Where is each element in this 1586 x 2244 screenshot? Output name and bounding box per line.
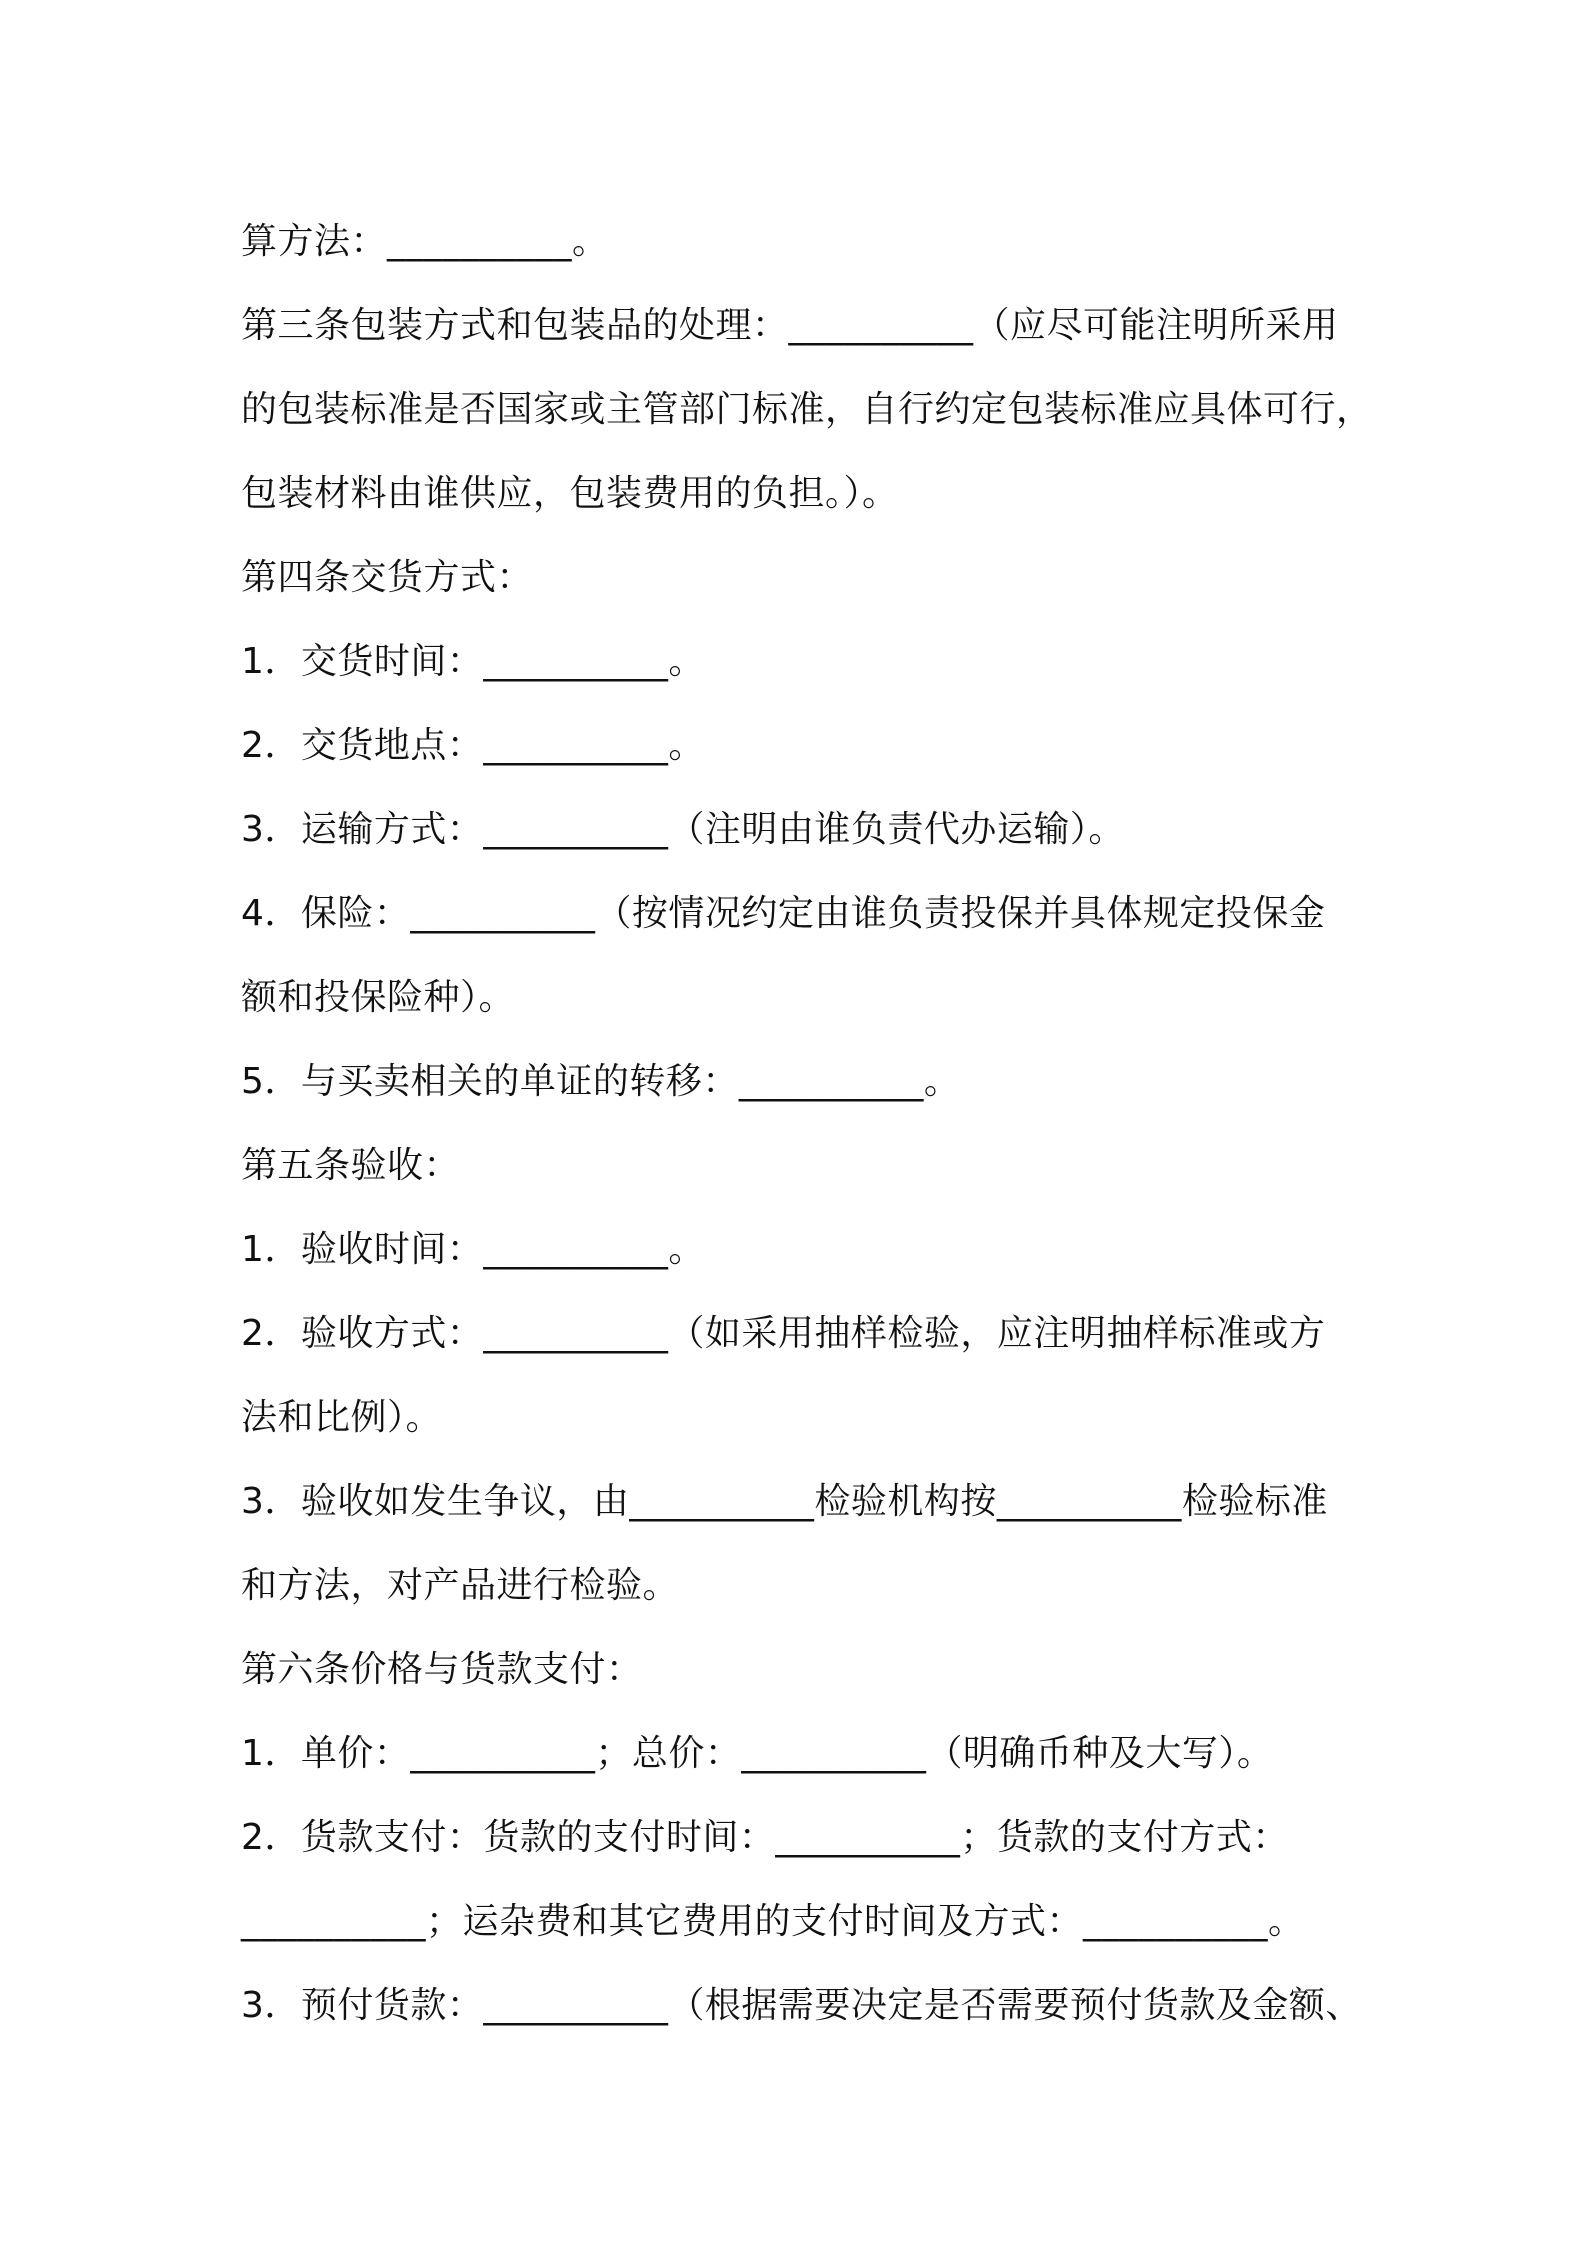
text-line: 和方法，对产品进行检验。 — [241, 1565, 680, 1606]
text-line: 2．交货地点：__________。 — [241, 725, 705, 766]
section-heading: 第五条验收： — [241, 1145, 461, 1186]
text-line: 3．预付货款：__________（根据需要决定是否需要预付货款及金额、 — [241, 1985, 1362, 2026]
text-line: 包装材料由谁供应，包装费用的负担。）。 — [241, 473, 899, 514]
text-line: 1．交货时间：__________。 — [241, 641, 705, 682]
text-line: __________；运杂费和其它费用的支付时间及方式：__________。 — [241, 1901, 1305, 1942]
section-heading: 第四条交货方式： — [241, 557, 534, 598]
text-line: 5．与买卖相关的单证的转移：__________。 — [241, 1061, 961, 1102]
text-line: 法和比例）。 — [241, 1397, 443, 1438]
text-line: 1．验收时间：__________。 — [241, 1229, 705, 1270]
text-line: 额和投保险种）。 — [241, 977, 516, 1018]
text-line: 3．验收如发生争议，由__________检验机构按__________检验标准 — [241, 1481, 1328, 1522]
text-line: 3．运输方式：__________（注明由谁负责代办运输）。 — [241, 809, 1125, 850]
text-line: 第三条包装方式和包装品的处理：__________（应尽可能注明所采用 — [241, 305, 1339, 346]
document-body — [241, 200, 1391, 2048]
text-line: 2．验收方式：__________（如采用抽样检验，应注明抽样标准或方 — [241, 1313, 1326, 1354]
section-heading: 第六条价格与货款支付： — [241, 1649, 643, 1690]
text-line: 1．单价：__________；总价：__________（明确币种及大写）。 — [241, 1733, 1274, 1774]
text-line: 2．货款支付：货款的支付时间：__________；货款的支付方式： — [241, 1817, 1289, 1858]
text-line: 4．保险：__________（按情况约定由谁负责投保并具体规定投保金 — [241, 893, 1326, 934]
text-line: 算方法：__________。 — [241, 221, 609, 262]
text-line: 的包装标准是否国家或主管部门标准，自行约定包装标准应具体可行， — [241, 389, 1373, 430]
